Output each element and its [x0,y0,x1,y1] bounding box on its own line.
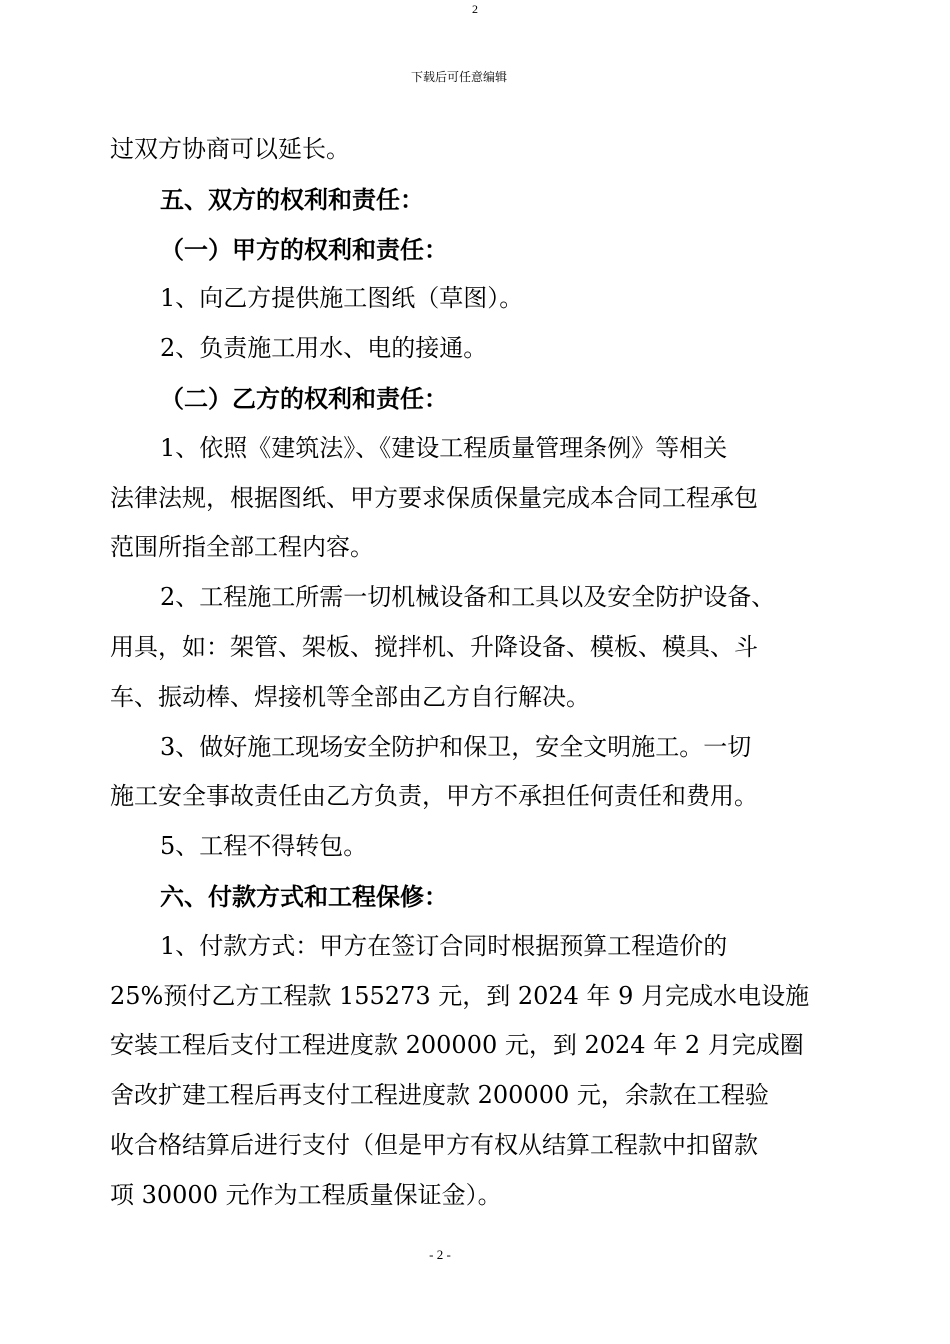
paragraph-line: 项 30000 元作为工程质量保证金）。 [110,1180,502,1209]
subsection-heading: （二）乙方的权利和责任： [160,383,448,413]
paragraph-line: 法律法规，根据图纸、甲方要求保质保量完成本合同工程承包 [110,483,758,512]
paragraph-line: 过双方协商可以延长。 [110,135,350,163]
paragraph-line: 安装工程后支付工程进度款 200000 元，到 2024 年 2 月完成圈 [110,1031,804,1060]
paragraph-line: 3、做好施工现场安全防护和保卫，安全文明施工。一切 [160,732,752,761]
paragraph-line: 5、工程不得转包。 [160,832,368,861]
header-note: 下载后可任意编辑 [410,70,507,84]
subsection-heading: （一）甲方的权利和责任： [160,234,448,264]
paragraph-line: 2、工程施工所需一切机械设备和工具以及安全防护设备、 [160,583,776,612]
paragraph-line: 1、向乙方提供施工图纸（草图）。 [160,284,524,313]
page-number-top: 2 [472,2,478,16]
paragraph-line: 车、振动棒、焊接机等全部由乙方自行解决。 [110,682,590,711]
footer-page-number: - 2 - [429,1247,451,1262]
paragraph-line: 施工安全事故责任由乙方负责，甲方不承担任何责任和费用。 [110,782,758,811]
paragraph-line: 2、负责施工用水、电的接通。 [160,334,488,363]
paragraph-line: 25%预付乙方工程款 155273 元，到 2024 年 9 月完成水电设施 [110,981,810,1010]
paragraph-line: 用具，如：架管、架板、搅拌机、升降设备、模板、模具、斗 [110,632,758,661]
section-heading: 六、付款方式和工程保修： [160,881,448,911]
document-body [110,125,840,1221]
paragraph-line: 1、依照《建筑法》、《建设工程质量管理条例》等相关 [160,433,728,462]
paragraph-line: 1、付款方式：甲方在签订合同时根据预算工程造价的 [160,931,728,960]
section-heading: 五、双方的权利和责任： [160,184,424,214]
paragraph-line: 舍改扩建工程后再支付工程进度款 200000 元，余款在工程验 [110,1081,769,1110]
paragraph-line: 收合格结算后进行支付（但是甲方有权从结算工程款中扣留款 [110,1130,758,1159]
paragraph-line: 范围所指全部工程内容。 [110,533,374,562]
